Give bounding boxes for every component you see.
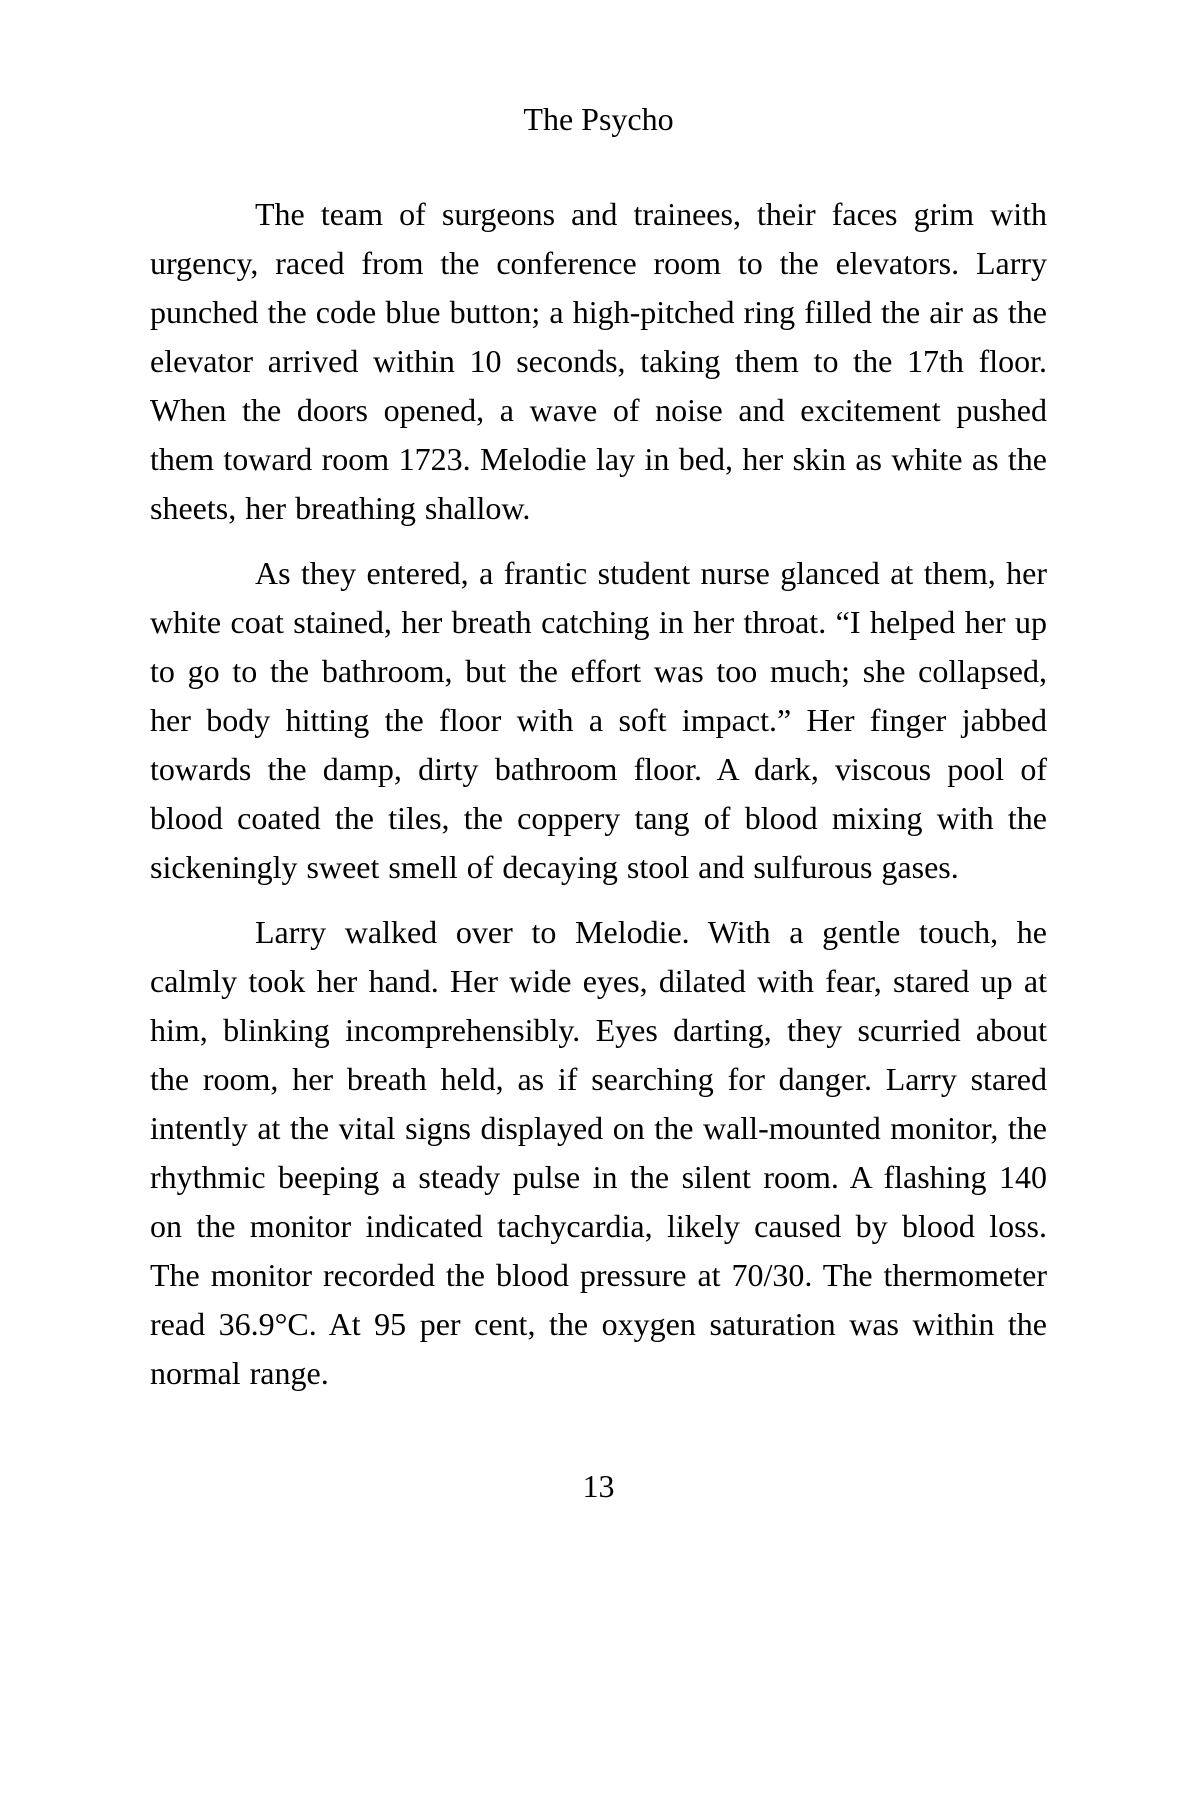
paragraph-2: As they entered, a frantic student nurse glanced at them, her white coat stained, her breath catching in her throat. “I helped her up to go to the bathroom, but the effort was too much; she collapsed, her body hitting the floor with a soft impact.” Her finger jabbed towards the damp, dirty bathroom floor. A dark, viscous pool of blood coated the tiles, the coppery tang of blood mixing with the sickeningly sweet smell of decaying stool and sulfurous gases. xyxy=(150,555,1047,885)
page-number: 13 xyxy=(582,1468,615,1504)
page-title: The Psycho xyxy=(523,101,674,137)
page-content xyxy=(150,95,1047,1414)
paragraph-3: Larry walked over to Melodie. With a gentle touch, he calmly took her hand. Her wide eyes, dilated with fear, stared up at him, blinking incomprehensibly. Eyes darting, they scurried about the room, her breath held, as if searching for danger. Larry stared intently at the vital signs displayed on the wall-mounted monitor, the rhythmic beeping a steady pulse in the silent room. A flashing 140 on the monitor indicated tachycardia, likely caused by blood loss. The monitor recorded the blood pressure at 70/30. The thermometer read 36.9°C. At 95 per cent, the oxygen saturation was within the normal range. xyxy=(150,914,1047,1391)
paragraph-1: The team of surgeons and trainees, their faces grim with urgency, raced from the conference room to the elevators. Larry punched the code blue button; a high-pitched ring filled the air as the elevator arrived within 10 seconds, taking them to the 17th floor. When the doors opened, a wave of noise and excitement pushed them toward room 1723. Melodie lay in bed, her skin as white as the sheets, her breathing shallow. xyxy=(150,196,1047,526)
